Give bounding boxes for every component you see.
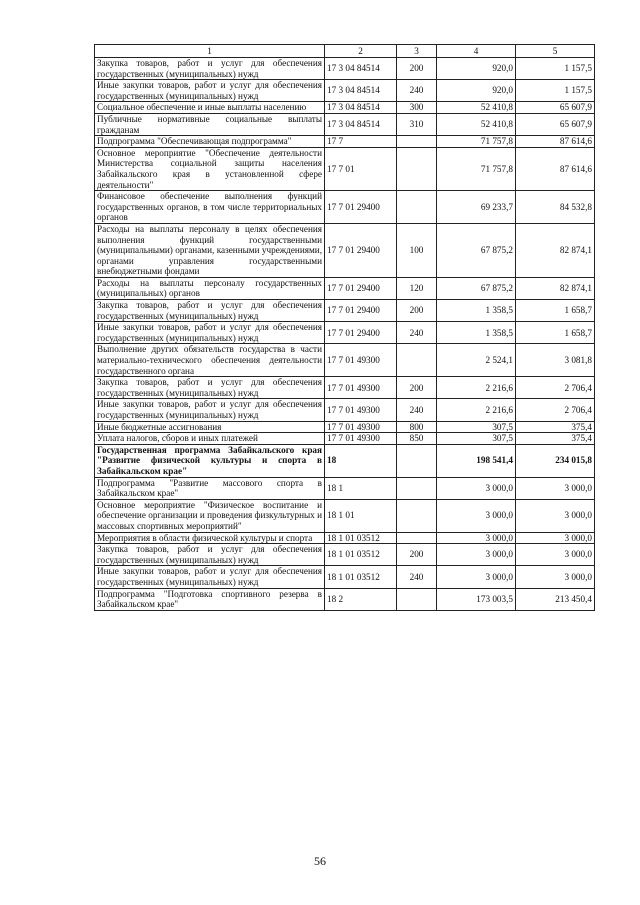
row-code-cell: 18 1 01 03512 <box>325 544 397 566</box>
column-number: 4 <box>437 45 516 58</box>
row-name-cell: Расходы на выплаты персоналу в целях обеспечения выполнения функций государственными (муниципальными) органами, казенными учреждениями, органами управления государственными внебюджетными фондами <box>95 223 325 277</box>
table-row <box>95 499 595 532</box>
row-expense-type-cell: 240 <box>397 80 437 102</box>
row-name-cell: Государственная программа Забайкальского края "Развитие физической культуры и спорта в Забайкальском крае" <box>95 444 325 477</box>
row-expense-type-cell: 100 <box>397 223 437 277</box>
row-value-cell: 3 000,0 <box>437 499 516 532</box>
table-row <box>95 477 595 499</box>
row-expense-type-cell: 310 <box>397 113 437 135</box>
table-row <box>95 136 595 148</box>
row-name-cell: Закупка товаров, работ и услуг для обеспечения государственных (муниципальных) нужд <box>95 58 325 80</box>
row-value-cell: 2 524,1 <box>437 344 516 377</box>
row-value-cell: 173 003,5 <box>437 588 516 610</box>
row-value-cell: 52 410,8 <box>437 102 516 114</box>
row-value-cell: 375,4 <box>516 421 595 433</box>
table-row <box>95 80 595 102</box>
row-code-cell: 18 1 <box>325 477 397 499</box>
row-code-cell: 17 7 01 49300 <box>325 399 397 421</box>
row-expense-type-cell: 240 <box>397 322 437 344</box>
row-value-cell: 1 157,5 <box>516 80 595 102</box>
row-value-cell: 234 015,8 <box>516 444 595 477</box>
row-code-cell: 18 1 01 03512 <box>325 566 397 588</box>
row-value-cell: 1 157,5 <box>516 58 595 80</box>
row-name-cell: Мероприятия в области физической культуры и спорта <box>95 532 325 544</box>
row-name-cell: Расходы на выплаты персоналу государственных (муниципальных) органов <box>95 277 325 299</box>
table-row <box>95 433 595 445</box>
row-value-cell: 2 216,6 <box>437 377 516 399</box>
table-row <box>95 102 595 114</box>
row-expense-type-cell: 200 <box>397 377 437 399</box>
table-row <box>95 322 595 344</box>
row-value-cell: 3 000,0 <box>437 566 516 588</box>
row-value-cell: 307,5 <box>437 433 516 445</box>
table-row <box>95 113 595 135</box>
row-value-cell: 213 450,4 <box>516 588 595 610</box>
row-name-cell: Основное мероприятие "Физическое воспитание и обеспечение организации и проведения физкультурных и массовых спортивных мероприятий" <box>95 499 325 532</box>
table-row <box>95 532 595 544</box>
row-value-cell: 1 658,7 <box>516 322 595 344</box>
row-value-cell: 3 000,0 <box>516 532 595 544</box>
row-name-cell: Финансовое обеспечение выполнения функций государственных органов, в том числе территориальных органов <box>95 191 325 224</box>
row-value-cell: 3 000,0 <box>516 566 595 588</box>
row-value-cell: 52 410,8 <box>437 113 516 135</box>
row-code-cell: 17 7 01 29400 <box>325 300 397 322</box>
row-name-cell: Подпрограмма "Подготовка спортивного резерва в Забайкальском крае" <box>95 588 325 610</box>
row-value-cell: 82 874,1 <box>516 223 595 277</box>
table-row <box>95 344 595 377</box>
row-expense-type-cell <box>397 499 437 532</box>
row-expense-type-cell: 300 <box>397 102 437 114</box>
column-number: 1 <box>95 45 325 58</box>
row-value-cell: 71 757,8 <box>437 136 516 148</box>
row-name-cell: Уплата налогов, сборов и иных платежей <box>95 433 325 445</box>
row-code-cell: 17 3 04 84514 <box>325 80 397 102</box>
row-code-cell: 18 2 <box>325 588 397 610</box>
row-name-cell: Иные закупки товаров, работ и услуг для обеспечения государственных (муниципальных) нужд <box>95 80 325 102</box>
table-row <box>95 58 595 80</box>
row-value-cell: 3 081,8 <box>516 344 595 377</box>
row-value-cell: 1 358,5 <box>437 300 516 322</box>
table-row <box>95 421 595 433</box>
row-expense-type-cell: 200 <box>397 300 437 322</box>
row-name-cell: Основное мероприятие "Обеспечение деятельности Министерства социальной защиты населения Забайкальского края в установленной сфере деятельности" <box>95 147 325 190</box>
row-expense-type-cell <box>397 147 437 190</box>
row-name-cell: Закупка товаров, работ и услуг для обеспечения государственных (муниципальных) нужд <box>95 300 325 322</box>
table-row <box>95 223 595 277</box>
row-value-cell: 920,0 <box>437 58 516 80</box>
budget-table <box>94 44 595 611</box>
row-code-cell: 17 7 01 49300 <box>325 421 397 433</box>
row-value-cell: 3 000,0 <box>437 532 516 544</box>
table-row <box>95 588 595 610</box>
row-expense-type-cell <box>397 532 437 544</box>
table-row <box>95 277 595 299</box>
row-value-cell: 920,0 <box>437 80 516 102</box>
row-code-cell: 17 7 01 29400 <box>325 277 397 299</box>
row-value-cell: 1 358,5 <box>437 322 516 344</box>
row-code-cell: 17 7 01 29400 <box>325 223 397 277</box>
row-expense-type-cell: 240 <box>397 399 437 421</box>
row-value-cell: 3 000,0 <box>437 544 516 566</box>
row-expense-type-cell <box>397 191 437 224</box>
row-value-cell: 3 000,0 <box>437 477 516 499</box>
row-name-cell: Закупка товаров, работ и услуг для обеспечения государственных (муниципальных) нужд <box>95 544 325 566</box>
row-code-cell: 17 7 01 49300 <box>325 433 397 445</box>
row-code-cell: 17 3 04 84514 <box>325 113 397 135</box>
row-value-cell: 87 614,6 <box>516 147 595 190</box>
row-value-cell: 1 658,7 <box>516 300 595 322</box>
row-expense-type-cell: 850 <box>397 433 437 445</box>
row-code-cell: 17 7 01 29400 <box>325 322 397 344</box>
row-value-cell: 87 614,6 <box>516 136 595 148</box>
row-value-cell: 65 607,9 <box>516 113 595 135</box>
row-code-cell: 17 7 01 <box>325 147 397 190</box>
row-code-cell: 18 <box>325 444 397 477</box>
row-name-cell: Социальное обеспечение и иные выплаты населению <box>95 102 325 114</box>
row-value-cell: 2 216,6 <box>437 399 516 421</box>
row-code-cell: 17 7 <box>325 136 397 148</box>
row-expense-type-cell <box>397 344 437 377</box>
row-expense-type-cell <box>397 477 437 499</box>
row-code-cell: 18 1 01 <box>325 499 397 532</box>
table-row <box>95 444 595 477</box>
row-code-cell: 17 7 01 29400 <box>325 191 397 224</box>
row-value-cell: 71 757,8 <box>437 147 516 190</box>
row-value-cell: 3 000,0 <box>516 477 595 499</box>
row-value-cell: 3 000,0 <box>516 499 595 532</box>
column-number: 2 <box>325 45 397 58</box>
row-expense-type-cell <box>397 136 437 148</box>
row-value-cell: 307,5 <box>437 421 516 433</box>
row-expense-type-cell: 240 <box>397 566 437 588</box>
budget-table-body <box>95 45 595 611</box>
row-value-cell: 375,4 <box>516 433 595 445</box>
table-row <box>95 300 595 322</box>
table-row <box>95 147 595 190</box>
row-value-cell: 67 875,2 <box>437 223 516 277</box>
row-name-cell: Подпрограмма "Обеспечивающая подпрограмма" <box>95 136 325 148</box>
row-value-cell: 198 541,4 <box>437 444 516 477</box>
table-row <box>95 377 595 399</box>
row-code-cell: 17 3 04 84514 <box>325 102 397 114</box>
row-expense-type-cell <box>397 444 437 477</box>
column-number-row <box>95 45 595 58</box>
column-number: 3 <box>397 45 437 58</box>
table-row <box>95 566 595 588</box>
row-expense-type-cell: 120 <box>397 277 437 299</box>
table-row <box>95 544 595 566</box>
row-code-cell: 18 1 01 03512 <box>325 532 397 544</box>
row-value-cell: 65 607,9 <box>516 102 595 114</box>
column-number: 5 <box>516 45 595 58</box>
row-name-cell: Иные закупки товаров, работ и услуг для обеспечения государственных (муниципальных) нужд <box>95 566 325 588</box>
row-expense-type-cell <box>397 588 437 610</box>
row-code-cell: 17 3 04 84514 <box>325 58 397 80</box>
row-code-cell: 17 7 01 49300 <box>325 377 397 399</box>
row-name-cell: Иные закупки товаров, работ и услуг для обеспечения государственных (муниципальных) нужд <box>95 399 325 421</box>
table-row <box>95 191 595 224</box>
row-value-cell: 82 874,1 <box>516 277 595 299</box>
row-value-cell: 69 233,7 <box>437 191 516 224</box>
row-value-cell: 67 875,2 <box>437 277 516 299</box>
row-value-cell: 3 000,0 <box>516 544 595 566</box>
row-name-cell: Выполнение других обязательств государства в части материально-технического обеспечения деятельности государственного органа <box>95 344 325 377</box>
page-number: 56 <box>314 854 326 868</box>
row-value-cell: 2 706,4 <box>516 377 595 399</box>
row-value-cell: 84 532,8 <box>516 191 595 224</box>
row-expense-type-cell: 200 <box>397 58 437 80</box>
row-code-cell: 17 7 01 49300 <box>325 344 397 377</box>
row-expense-type-cell: 800 <box>397 421 437 433</box>
row-expense-type-cell: 200 <box>397 544 437 566</box>
table-row <box>95 399 595 421</box>
row-name-cell: Иные бюджетные ассигнования <box>95 421 325 433</box>
row-name-cell: Подпрограмма "Развитие массового спорта в Забайкальском крае" <box>95 477 325 499</box>
row-name-cell: Публичные нормативные социальные выплаты гражданам <box>95 113 325 135</box>
row-value-cell: 2 706,4 <box>516 399 595 421</box>
row-name-cell: Иные закупки товаров, работ и услуг для обеспечения государственных (муниципальных) нужд <box>95 322 325 344</box>
row-name-cell: Закупка товаров, работ и услуг для обеспечения государственных (муниципальных) нужд <box>95 377 325 399</box>
